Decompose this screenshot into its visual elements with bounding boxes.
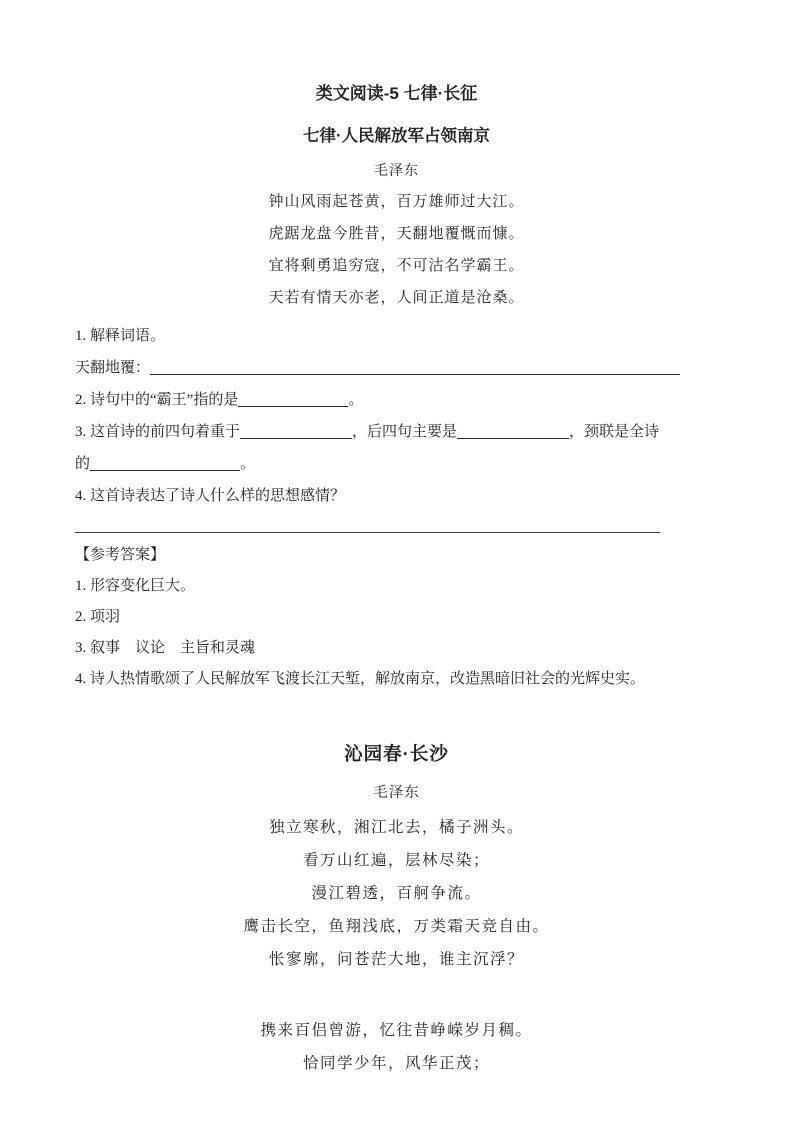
poem2-line: 看万山红遍，层林尽染； xyxy=(302,852,490,869)
poem1-title: 七律·人民解放军占领南京 xyxy=(303,127,490,145)
question-3-line1 xyxy=(75,416,718,448)
fill-in-blank xyxy=(240,423,352,439)
question-3-text-1: 3. 这首诗的前四句着重于 xyxy=(75,424,241,440)
poem1-line: 天若有情天亦老，人间正道是沧桑。 xyxy=(268,290,525,306)
question-3-cont-text: 的 xyxy=(75,456,91,472)
poem2-line: 怅寥廓，问苍茫大地，谁主沉浮？ xyxy=(268,951,524,968)
question-4 xyxy=(75,480,718,512)
question-2 xyxy=(75,384,718,416)
poem2-line: 漫江碧透，百舸争流。 xyxy=(311,885,482,902)
stanza-gap xyxy=(75,982,718,1020)
question-3-text-3: ，颈联是全诗 xyxy=(569,424,660,440)
fill-in-blank xyxy=(457,423,569,439)
question-4-label: 4. 这首诗表达了诗人什么样的思想感情？ xyxy=(75,488,346,504)
poem2-section xyxy=(75,741,718,1075)
poem2-line: 独立寒秋，湘江北去，橘子洲头。 xyxy=(268,819,524,836)
answer-2: 2. 项羽 xyxy=(75,609,121,625)
fill-in-blank xyxy=(90,455,240,471)
page-title: 类文阅读-5 七律·长征 xyxy=(315,84,478,103)
poem1-line: 虎踞龙盘今胜昔，天翻地覆慨而慷。 xyxy=(268,226,525,242)
poem1-line: 宜将剩勇追穷寇，不可沽名学霸王。 xyxy=(268,258,525,274)
fill-in-blank xyxy=(150,359,680,375)
poem2-line: 携来百侣曾游，忆往昔峥嵘岁月稠。 xyxy=(260,1022,533,1039)
poem1-author: 毛泽东 xyxy=(374,164,419,179)
answer-3: 3. 叙事 议论 主旨和灵魂 xyxy=(75,640,256,656)
poem2-author: 毛泽东 xyxy=(373,785,420,801)
question-1-label: 1. 解释词语。 xyxy=(75,328,166,344)
question-2-text: 2. 诗句中的“霸王”指的是 xyxy=(75,392,239,408)
question-2-period: 。 xyxy=(348,392,364,408)
poem2-line: 恰同学少年，风华正茂； xyxy=(302,1055,490,1072)
question-1-term-line xyxy=(75,352,718,384)
fill-in-blank xyxy=(238,391,348,407)
question-3-cont-period: 。 xyxy=(240,456,256,472)
answer-1: 1. 形容变化巨大。 xyxy=(75,578,196,594)
poem2-line: 鹰击长空，鱼翔浅底，万类霜天竞自由。 xyxy=(243,918,550,935)
section-divider xyxy=(75,532,660,533)
poem1-line: 钟山风雨起苍黄，百万雄师过大江。 xyxy=(268,194,525,210)
answers-header: 【参考答案】 xyxy=(75,547,166,563)
answer-4: 4. 诗人热情歌颂了人民解放军飞渡长江天堑，解放南京，改造黑暗旧社会的光辉史实。 xyxy=(75,671,646,687)
question-1 xyxy=(75,320,718,352)
poem2-title: 沁园春·长沙 xyxy=(344,743,449,764)
question-3-text-2: ，后四句主要是 xyxy=(352,424,458,440)
question-1-term: 天翻地覆： xyxy=(75,360,151,376)
question-3-line2 xyxy=(75,448,718,480)
